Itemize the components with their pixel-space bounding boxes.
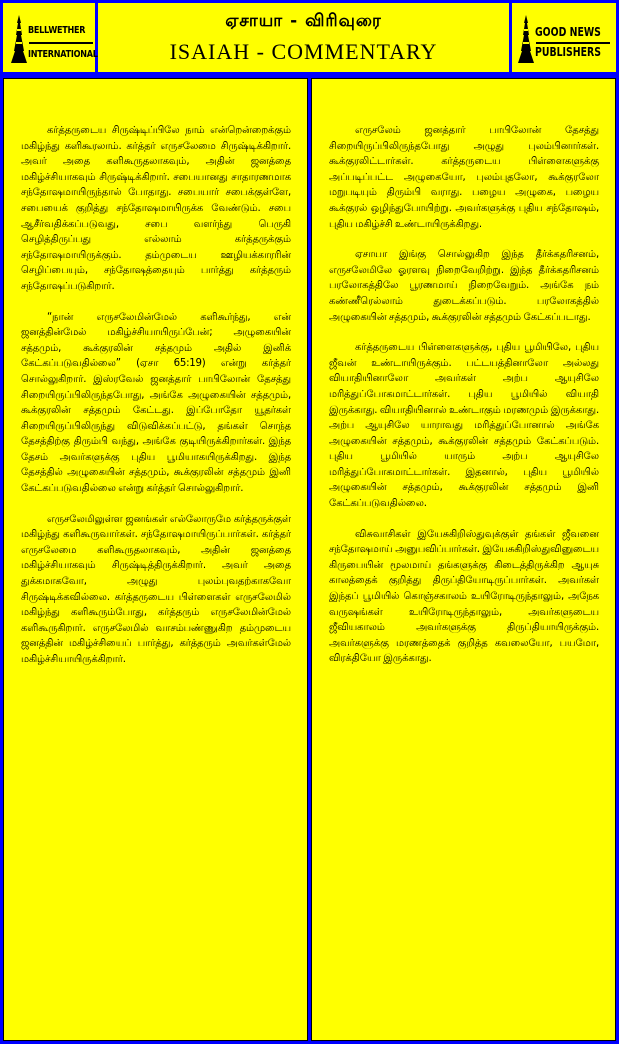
logo-divider xyxy=(536,42,610,44)
paragraph: “நான் எருசலேமின்மேல் களிகூர்ந்து, என் ஜனத்தின்மேல் மகிழ்ச்சியாயிருப்பேன்; அழுகையின் சத்தமும், கூக்குரலின் சத்தமும் அதில் இனிக் கேட்கப்படுவதில்லை” (ஏசா 65:19) என்று கர்த்தர் சொல்லுகிறார். இஸ்ரவேல் ஜனத்தார் பாபிலோன் தேசத்து சிறையிருப்பிலிருந்தபோது, அங்கே அழுகையின் சத்தமும், கூக்குரலின் சத்தமும் கேட்டது. இப்போதோ யூதர்கள் சிறையிருப்பிலிருந்து விடுவிக்கப்பட்டு, தங்கள் சொந்த தேசத்திற்கு திரும்பி வந்து, அங்கே குடியிருக்கிறார்கள். இந்த தேசம் அவர்களுக்கு புதிய பூமியாகயிருக்கிறது. இந்த தேசத்தில் அழுகையின் சத்தமும், கூக்குரலின் சத்தமும் இனி கேட்கப்படுவதில்லை என்று கர்த்தர் சொல்லுகிறார். xyxy=(21,311,291,495)
right-column xyxy=(311,78,616,1041)
logo-right-line1: GOOD NEWS xyxy=(535,25,601,39)
bellwether-logo xyxy=(9,11,98,65)
logo-panel-left xyxy=(3,3,98,72)
paragraph: கர்த்தருடைய பிள்ளைகளுக்கு, புதிய பூமியிலே, புதிய ஜீவன் உண்டாயிருக்கும். பட்டயத்தினாலோ அல்லது வியாதியினாலோ அவர்கள் அற்ப ஆயுசிலே மரித்துப்போகமாட்டார்கள். புதிய பூமியில் வியாதி இருக்காது. வியாதியினால் உண்டாகும் மரணமும் இருக்காது. அற்ப ஆயுசிலே யாராவது மரித்துப்போனால் அங்கே அழுகையின் சத்தமும், கூக்குரலின் சத்தமும் கேட்கப்படும். புதிய பூமியில் யாரும் அற்ப ஆயுசிலே மரித்துப்போகமாட்டார்கள். இதனால், புதிய பூமியில் அழுகையின் சத்தமும், கூக்குரலின் சத்தமும் இனி கேட்கப்படுவதில்லை. xyxy=(329,342,599,510)
logo-left-line2: INTERNATIONAL xyxy=(28,49,98,60)
page-title-english: ISAIAH - COMMENTARY xyxy=(169,39,438,64)
logo-right-line2: PUBLISHERS xyxy=(535,45,601,59)
paragraph: ஏசாயா இங்கு சொல்லுகிற இந்த தீர்க்கதரிசனம், எருசலேமிலே ஓரளவு நிறைவேறிற்று. இந்த தீர்க்கதரிசனம் பரலோகத்திலே பூரணமாய் நிறைவேறும். அங்கே நம் கண்ணீரெல்லாம் துடைக்கப்படும். பரலோகத்தில் அழுகையின் சத்தமும், கூக்குரலின் சத்தமும் கேட்கப்படாது. xyxy=(329,249,599,323)
paragraph: எருசலேமிலுள்ள ஜனங்கள் எல்லோருமே கர்த்தருக்குள் மகிழ்ந்து களிகூருவார்கள். சந்தோஷமாயிருப்பார்கள். கர்த்தர் எருசலேமை களிகூருதலாகவும், அதின் ஜனத்தை மகிழ்ச்சியாகவும் சிருஷ்டித்திருக்கிறார். அவர் அதை துக்கமாகவோ, அழுது புலம்புவதற்காகவோ சிருஷ்டிக்கவில்லை. கர்த்தருடைய பிள்ளைகள் எருசலேமில் மகிழ்ந்து களிகூரும்போது, கர்த்தரும் எருசலேமின்மேல் களிகூருகிறார். எருசலேமில் வாசம்பண்ணுகிற தம்முடைய ஜனத்தின் மகிழ்ச்சியைப் பார்த்து, கர்த்தரும் அவர்கள்மேல் மகிழ்ச்சியாயிருக்கிறார். xyxy=(21,513,291,665)
title-panel xyxy=(98,3,509,72)
page-title-tamil: ஏசாயா - விரிவுரை xyxy=(225,11,382,31)
paragraph: கர்த்தருடைய சிருஷ்டிப்பிலே நாம் என்றென்றைக்கும் மகிழ்ந்து களிகூரலாம். கர்த்தர் எருசலேமை சிருஷ்டிக்கிறார். அவர் அதை களிகூருதலாகவும், அதின் ஜனத்தை மகிழ்ச்சியாகவும் சிருஷ்டிக்கிறார். சபையானது சாதாரணமாக சந்தோஷமாயிருந்தால் போதாது. சபையார் சபைக்குள்ளே, சபையைக் குறித்து சந்தோஷமாயிருக்க வேண்டும். சபை ஆசீர்வதிக்கப்படுவது, சபை வளர்ந்து பெருகி செழித்திருப்பது எல்லாம் கர்த்தருக்கும் சந்தோஷமாயிருக்கும். தம்முடைய ஊழியக்காரரின் செழிப்பையும், சந்தோஷத்தையும் பார்த்து கர்த்தரும் சந்தோஷப்படுகிறார். xyxy=(21,125,291,292)
logo-divider xyxy=(29,42,93,44)
tower-icon xyxy=(518,15,534,63)
paragraph: விசுவாசிகள் இயேசுகிறிஸ்துவுக்குள் தங்கள் ஜீவனை சந்தோஷமாய் அனுபவிப்பார்கள். இயேசுகிறிஸ்துவினுடைய கிருபையின் மூலமாய் தங்களுக்கு கிடைத்திருக்கிற ஆயுசு காலத்தைக் குறித்து திருப்தியோடிருப்பார்கள். அவர்கள் இந்தப் பூமியில் கொஞ்சகாலம் உயிரோடிருந்தாலும், அநேக வருஷங்கள் உயிரோடிருந்தாலும், அவர்களுடைய ஜீவியகாலம் அவர்களுக்கு திருப்தியாயிருக்கும். அவர்களுக்கு மரணத்தைக் குறித்த கவலையோ, பயமோ, விரக்தியோ இருக்காது. xyxy=(329,528,599,665)
logo-panel-right xyxy=(512,3,616,72)
good-news-logo xyxy=(516,11,612,65)
logo-left-line1: BELLWETHER xyxy=(28,25,86,36)
paragraph: எருசலேம் ஜனத்தார் பாபிலோன் தேசத்து சிறையிருப்பிலிருந்தபோது அழுது புலம்பினார்கள். கூக்குரலிட்டார்கள். கர்த்தருடைய பிள்ளைகளுக்கு அப்படிப்பட்ட அழுகையோ, புலம்புதலோ, கூக்குரலோ மறுபடியும் திரும்பி வராது. பழைய அழுகை, பழைய கூக்குரல் ஒழிந்துபோயிற்று. அவர்களுக்கு புதிய சந்தோஷம், புதிய மகிழ்ச்சி உண்டாயிருக்கிறது. xyxy=(329,125,599,230)
tower-icon xyxy=(11,15,27,63)
left-column xyxy=(3,78,308,1041)
